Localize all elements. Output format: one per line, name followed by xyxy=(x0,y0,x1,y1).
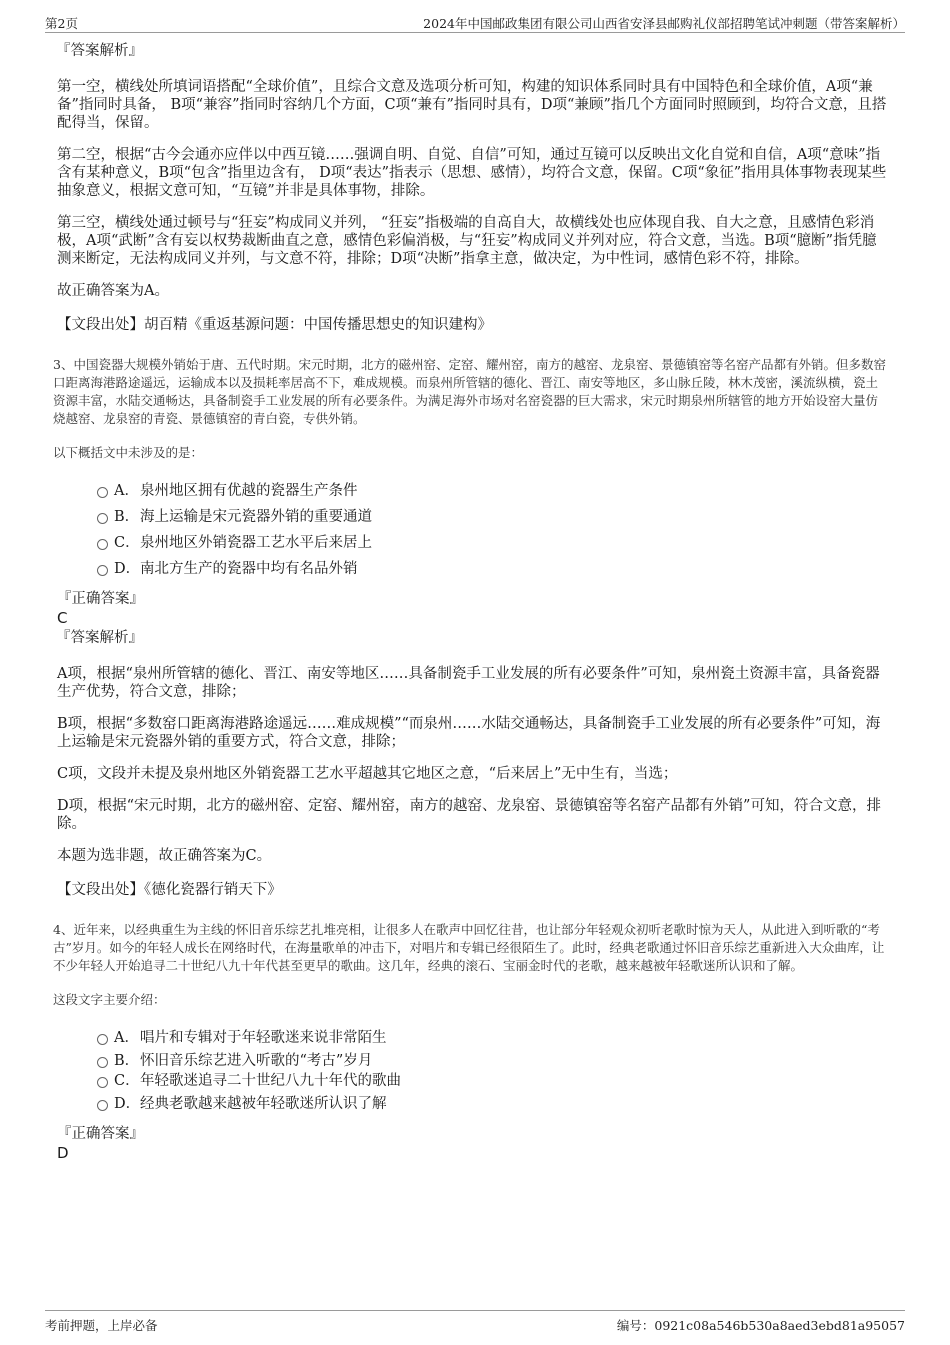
q2-analysis-paragraph: 第二空，根据“古今会通亦应伴以中西互镜……强调自明、自觉、自信”可知，通过互镜可以反映出文化自觉和自信，A项“意味”指含有某种意义，B项“包含”指里边含有， D项“表达”指表示（思想、感情），均符合文意，保留。C项“象征”指用具体事物表现某些抽象意义，根据文意可知，“互镜”并非是具体事物，排除。 xyxy=(57,147,887,199)
radio-icon[interactable] xyxy=(97,513,108,524)
radio-icon[interactable] xyxy=(97,487,108,498)
q3-options xyxy=(57,478,887,582)
q3-conclusion: 本题为选非题，故正确答案为C。 xyxy=(57,848,272,864)
option-text: 经典老歌越来越被年轻歌迷所认识了解 xyxy=(140,1096,387,1112)
q3-option-d[interactable] xyxy=(57,556,887,582)
question-3 xyxy=(53,356,887,899)
q4-option-d[interactable] xyxy=(57,1091,887,1117)
page-footer xyxy=(45,1310,905,1335)
q3-analysis-paragraph: A项，根据“泉州所管辖的德化、晋江、南安等地区……具备制瓷手工业发展的所有必要条件”可知，泉州瓷土资源丰富，具备瓷器生产优势，符合文意，排除； xyxy=(57,666,880,700)
option-letter: A． xyxy=(114,483,139,499)
q3-source: 【文段出处】《德化瓷器行销天下》 xyxy=(57,882,282,898)
document-title: 2024年中国邮政集团有限公司山西省安泽县邮购礼仪部招聘笔试冲刺题（带答案解析） xyxy=(423,16,905,31)
q4-option-a[interactable] xyxy=(57,1025,887,1051)
option-text: 海上运输是宋元瓷器外销的重要通道 xyxy=(140,509,372,525)
q2-conclusion: 故正确答案为A。 xyxy=(57,283,169,299)
option-letter: C． xyxy=(114,1073,140,1089)
q4-question-text: 4、近年来，以经典重生为主线的怀旧音乐综艺扎堆亮相，让很多人在歌声中回忆往昔，也让部分年轻观众初听老歌时惊为天人，从此进入到听歌的“考古”岁月。如今的年轻人成长在网络时代，在海量歌单的冲击下，对唱片和专辑已经很陌生了。此时，经典老歌通过怀旧音乐综艺重新进入大众曲库，让不少年轻人开始追寻二十世纪八九十年代甚至更早的歌曲。这几年，经典的滚石、宝丽金时代的老歌，越来越被年轻歌迷所认识和了解。 xyxy=(53,922,885,973)
q3-prompt: 以下概括文中未涉及的是： xyxy=(53,445,204,460)
q4-options xyxy=(57,1025,887,1117)
q3-answer-label: 『正确答案』 xyxy=(57,591,144,607)
option-text: 怀旧音乐综艺进入听歌的“考古”岁月 xyxy=(140,1053,373,1069)
document-id: 编号：0921c08a546b530a8aed3ebd81a95057 xyxy=(616,1318,905,1333)
option-text: 年轻歌迷追寻二十世纪八九十年代的歌曲 xyxy=(140,1073,401,1089)
option-letter: D． xyxy=(114,561,141,577)
question-4 xyxy=(53,921,887,1162)
option-text: 泉州地区外销瓷器工艺水平后来居上 xyxy=(140,535,372,551)
radio-icon[interactable] xyxy=(97,1057,108,1068)
q4-prompt: 这段文字主要介绍： xyxy=(53,992,166,1007)
q4-answer: D xyxy=(57,1144,69,1162)
q2-source: 【文段出处】胡百精《重返基源问题：中国传播思想史的知识建构》 xyxy=(57,317,492,333)
q4-answer-label: 『正确答案』 xyxy=(57,1126,144,1142)
q4-option-b[interactable] xyxy=(57,1051,887,1071)
option-letter: B． xyxy=(114,509,140,525)
q3-analysis-label: 『答案解析』 xyxy=(56,630,143,646)
option-letter: A． xyxy=(114,1030,139,1046)
radio-icon[interactable] xyxy=(97,565,108,576)
q3-analysis-paragraph: B项，根据“多数窑口距离海港路途遥远……难成规模”“而泉州……水陆交通畅达，具备制瓷手工业发展的所有必要条件”可知，海上运输是宋元瓷器外销的重要方式，符合文意，排除； xyxy=(57,716,881,750)
option-text: 南北方生产的瓷器中均有名品外销 xyxy=(140,561,358,577)
option-letter: D． xyxy=(114,1096,141,1112)
page-header xyxy=(45,12,905,33)
q3-option-c[interactable] xyxy=(57,530,887,556)
footer-slogan: 考前押题，上岸必备 xyxy=(45,1318,158,1333)
q2-analysis xyxy=(57,42,887,334)
q3-option-b[interactable] xyxy=(57,504,887,530)
page-content xyxy=(53,42,887,1162)
option-text: 泉州地区拥有优越的瓷器生产条件 xyxy=(140,483,358,499)
radio-icon[interactable] xyxy=(97,1077,108,1088)
q2-analysis-paragraph: 第一空，横线处所填词语搭配“全球价值”，且综合文意及选项分析可知，构建的知识体系同时具有中国特色和全球价值，A项“兼备”指同时具备， B项“兼容”指同时容纳几个方面，C项“兼有”指同时具有，D项“兼顾”指几个方面同时照顾到，均符合文意，且搭配得当，保留。 xyxy=(57,79,887,131)
radio-icon[interactable] xyxy=(97,1034,108,1045)
q2-analysis-label: 『答案解析』 xyxy=(56,43,143,59)
q2-analysis-paragraph: 第三空，横线处通过顿号与“狂妄”构成同义并列， “狂妄”指极端的自高自大，故横线处也应体现自我、自大之意，且感情色彩消极，A项“武断”含有妄以权势裁断曲直之意，感情色彩偏消极，与“狂妄”构成同义并列对应，符合文意，当选。B项“臆断”指凭臆测来断定，无法构成同义并列，与文意不符，排除；D项“决断”指拿主意，做决定，为中性词，感情色彩不符，排除。 xyxy=(57,215,877,267)
q3-question-text: 3、中国瓷器大规模外销始于唐、五代时期。宋元时期，北方的磁州窑、定窑、耀州窑，南方的越窑、龙泉窑、景德镇窑等名窑产品都有外销。但多数窑口距离海港路途遥远，运输成本以及损耗率居高不下，难成规模。而泉州所管辖的德化、晋江、南安等地区，多山脉丘陵，林木茂密，溪流纵横，瓷土资源丰富，水陆交通畅达，具备制瓷手工业发展的所有必要条件。为满足海外市场对名窑瓷器的巨大需求，宋元时期泉州所辖管的地方开始设窑大量仿烧越窑、龙泉窑的青瓷、景德镇窑的青白瓷，专供外销。 xyxy=(53,357,886,426)
q3-option-a[interactable] xyxy=(57,478,887,504)
page-number: 第2页 xyxy=(45,16,78,31)
q3-analysis-paragraph: C项，文段并未提及泉州地区外销瓷器工艺水平超越其它地区之意，“后来居上”无中生有，当选； xyxy=(57,766,678,782)
option-letter: B． xyxy=(114,1053,140,1069)
radio-icon[interactable] xyxy=(97,539,108,550)
option-text: 唱片和专辑对于年轻歌迷来说非常陌生 xyxy=(140,1030,387,1046)
q4-option-c[interactable] xyxy=(57,1071,887,1091)
option-letter: C． xyxy=(114,535,140,551)
q3-answer: C xyxy=(57,609,68,627)
radio-icon[interactable] xyxy=(97,1100,108,1111)
q3-analysis-paragraph: D项，根据“宋元时期，北方的磁州窑、定窑、耀州窑，南方的越窑、龙泉窑、景德镇窑等名窑产品都有外销”可知，符合文意，排除。 xyxy=(57,798,881,832)
